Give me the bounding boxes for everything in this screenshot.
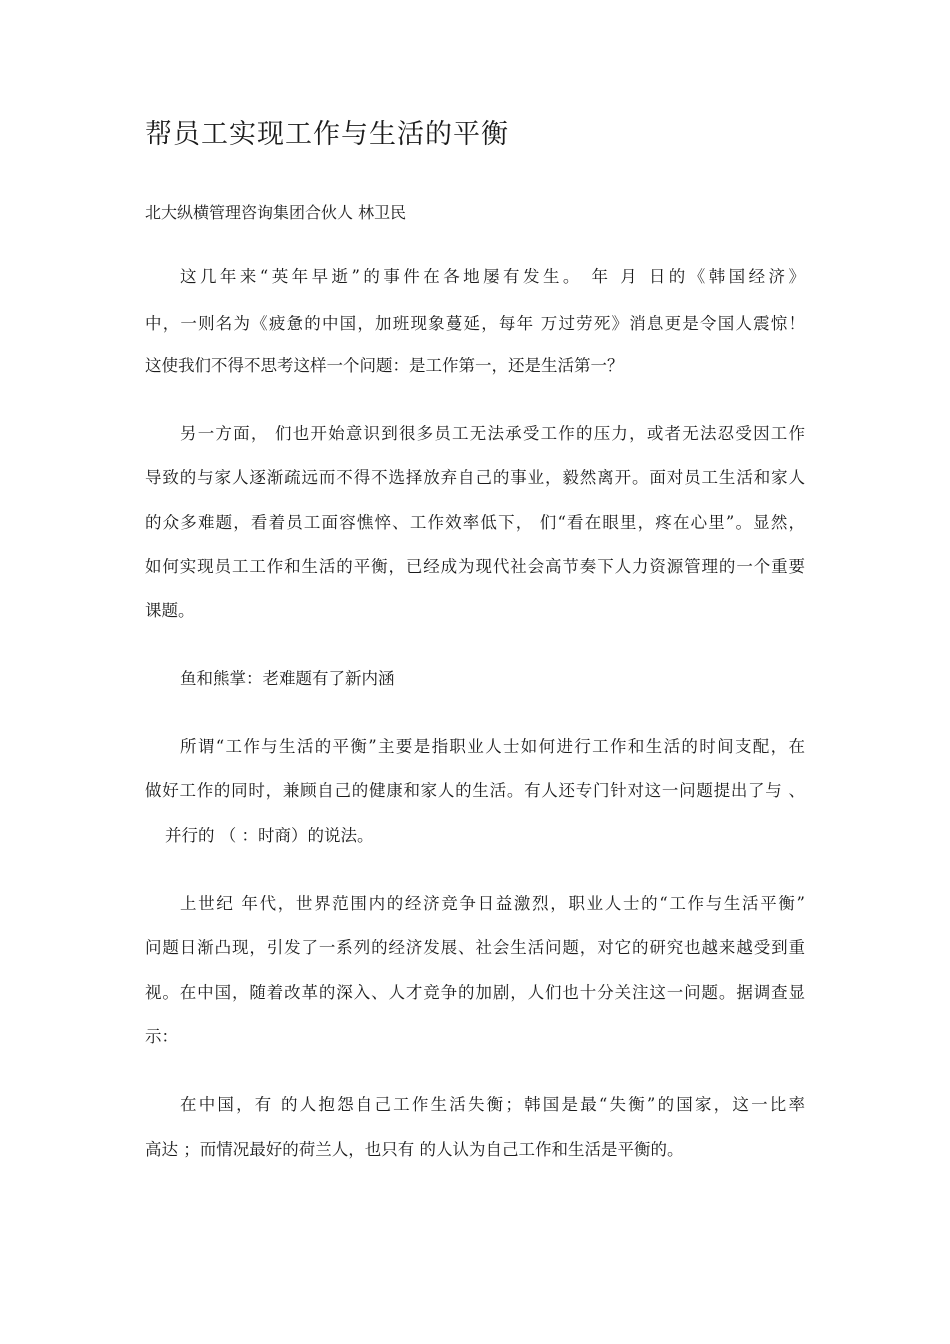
paragraph-5-line-2: 高达 ；而情况最好的荷兰人，也只有 的人认为自己工作和生活是平衡的。 [145,1140,684,1159]
paragraph-4-line-1: 上世纪 年代，世界范围内的经济竞争日益激烈，职业人士的“工作与生活平衡” [180,894,805,913]
paragraph-2-line-4: 如何实现员工工作和生活的平衡，已经成为现代社会高节奏下人力资源管理的一个重要 [145,557,805,576]
paragraph-2-line-5: 课题。 [145,601,195,620]
paragraph-2-line-1: 另一方面， 们也开始意识到很多员工无法承受工作的压力，或者无法忍受因工作 [180,424,805,443]
paragraph-4-line-3: 视。在中国，随着改革的深入、人才竞争的加剧，人们也十分关注这一问题。据调查显 [145,983,805,1002]
paragraph-5-line-1: 在中国，有 的人抱怨自己工作生活失衡；韩国是最“失衡”的国家，这一比率 [180,1095,805,1114]
section-heading: 鱼和熊掌：老难题有了新内涵 [180,669,395,688]
paragraph-2-line-2: 导致的与家人逐渐疏远而不得不选择放弃自己的事业，毅然离开。面对员工生活和家人 [145,468,805,487]
paragraph-1-line-2: 中，一则名为《疲惫的中国，加班现象蔓延，每年 万过劳死》消息更是令国人震惊！ [145,314,805,333]
document-title: 帮员工实现工作与生活的平衡 [145,119,509,150]
paragraph-4-line-4: 示： [145,1027,178,1046]
paragraph-1-line-3: 这使我们不得不思考这样一个问题：是工作第一，还是生活第一？ [145,356,624,375]
paragraph-1-line-1: 这几年来“英年早逝”的事件在各地屡有发生。 年 月 日的《韩国经济》 [180,267,805,286]
paragraph-3-line-1: 所谓“工作与生活的平衡”主要是指职业人士如何进行工作和生活的时间支配，在 [180,737,805,756]
paragraph-3-line-3: 并行的 （ ：时商）的说法。 [165,826,374,845]
paragraph-4-line-2: 问题日渐凸现，引发了一系列的经济发展、社会生活问题，对它的研究也越来越受到重 [145,938,805,957]
paragraph-2-line-3: 的众多难题，看着员工面容憔悴、工作效率低下， 们“看在眼里，疼在心里”。显然， [145,513,805,532]
author-byline: 北大纵横管理咨询集团合伙人 林卫民 [145,203,407,222]
paragraph-3-line-2: 做好工作的同时，兼顾自己的健康和家人的生活。有人还专门针对这一问题提出了与 、 [145,781,805,800]
